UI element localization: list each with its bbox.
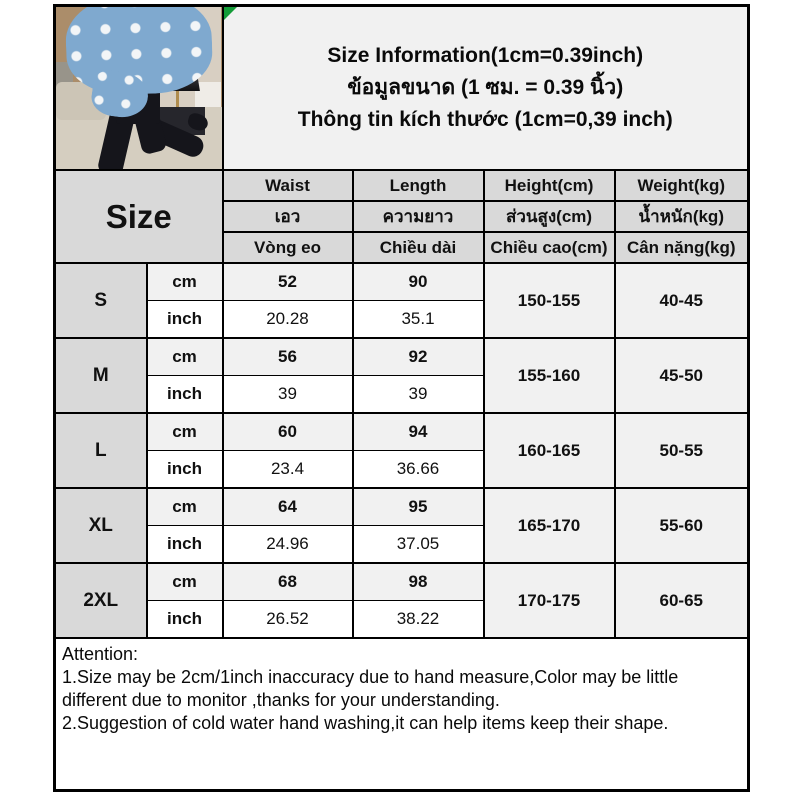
title-english: Size Information(1cm=0.39inch) bbox=[327, 44, 644, 67]
cell-2xl-height: 170-175 bbox=[484, 563, 615, 638]
title-cell bbox=[223, 6, 749, 171]
cell-m-waist-cm: 56 bbox=[223, 338, 353, 376]
size-table bbox=[53, 4, 750, 792]
unit-cm: cm bbox=[147, 488, 223, 526]
col-header-waist-th: เอว bbox=[223, 201, 353, 232]
attention-line-2: 2.Suggestion of cold water hand washing,it can help items keep their shape. bbox=[62, 713, 669, 733]
unit-inch: inch bbox=[147, 526, 223, 564]
cell-s-waist-cm: 52 bbox=[223, 263, 353, 301]
unit-inch: inch bbox=[147, 376, 223, 414]
col-header-waist-vi: Vòng eo bbox=[223, 232, 353, 263]
title-vietnamese: Thông tin kích thước (1cm=0,39 inch) bbox=[297, 108, 673, 131]
cell-s-waist-inch: 20.28 bbox=[223, 301, 353, 339]
unit-inch: inch bbox=[147, 301, 223, 339]
cell-2xl-waist-cm: 68 bbox=[223, 563, 353, 601]
cell-l-waist-cm: 60 bbox=[223, 413, 353, 451]
attention-note bbox=[55, 638, 749, 791]
attention-heading: Attention: bbox=[62, 644, 139, 664]
cell-l-weight: 50-55 bbox=[615, 413, 749, 488]
col-header-waist-en: Waist bbox=[223, 170, 353, 201]
cell-s-weight: 40-45 bbox=[615, 263, 749, 338]
unit-cm: cm bbox=[147, 338, 223, 376]
col-header-length-en: Length bbox=[353, 170, 484, 201]
cell-xl-weight: 55-60 bbox=[615, 488, 749, 563]
cell-l-height: 160-165 bbox=[484, 413, 615, 488]
cell-2xl-length-inch: 38.22 bbox=[353, 601, 484, 639]
row-label-xl: XL bbox=[55, 488, 147, 563]
product-photo bbox=[56, 7, 222, 169]
product-photo-cell bbox=[55, 6, 223, 171]
cell-xl-length-cm: 95 bbox=[353, 488, 484, 526]
cell-m-length-cm: 92 bbox=[353, 338, 484, 376]
cell-l-length-inch: 36.66 bbox=[353, 451, 484, 489]
col-header-height-th: ส่วนสูง(cm) bbox=[484, 201, 615, 232]
cell-s-length-inch: 35.1 bbox=[353, 301, 484, 339]
cell-2xl-waist-inch: 26.52 bbox=[223, 601, 353, 639]
col-header-weight-th: น้ำหนัก(kg) bbox=[615, 201, 749, 232]
cell-m-length-inch: 39 bbox=[353, 376, 484, 414]
row-label-m: M bbox=[55, 338, 147, 413]
cell-s-length-cm: 90 bbox=[353, 263, 484, 301]
cell-m-height: 155-160 bbox=[484, 338, 615, 413]
col-header-length-th: ความยาว bbox=[353, 201, 484, 232]
title-thai: ข้อมูลขนาด (1 ซม. = 0.39 นิ้ว) bbox=[347, 76, 624, 99]
cell-l-length-cm: 94 bbox=[353, 413, 484, 451]
cell-xl-height: 165-170 bbox=[484, 488, 615, 563]
size-chart-sheet bbox=[53, 4, 747, 792]
col-header-weight-en: Weight(kg) bbox=[615, 170, 749, 201]
col-header-weight-vi: Cân nặng(kg) bbox=[615, 232, 749, 263]
col-header-length-vi: Chiều dài bbox=[353, 232, 484, 263]
row-label-2xl: 2XL bbox=[55, 563, 147, 638]
row-label-l: L bbox=[55, 413, 147, 488]
cell-xl-waist-cm: 64 bbox=[223, 488, 353, 526]
size-header: Size bbox=[55, 170, 223, 263]
unit-cm: cm bbox=[147, 263, 223, 301]
cell-m-waist-inch: 39 bbox=[223, 376, 353, 414]
attention-line-1: 1.Size may be 2cm/1inch inaccuracy due to hand measure,Color may be little different due to monitor ,thanks for your understanding. bbox=[62, 667, 679, 710]
cell-2xl-length-cm: 98 bbox=[353, 563, 484, 601]
cell-s-height: 150-155 bbox=[484, 263, 615, 338]
unit-inch: inch bbox=[147, 601, 223, 639]
photo-lamp-stem bbox=[176, 91, 179, 109]
unit-cm: cm bbox=[147, 563, 223, 601]
col-header-height-vi: Chiều cao(cm) bbox=[484, 232, 615, 263]
cell-m-weight: 45-50 bbox=[615, 338, 749, 413]
cell-2xl-weight: 60-65 bbox=[615, 563, 749, 638]
cell-l-waist-inch: 23.4 bbox=[223, 451, 353, 489]
cell-xl-length-inch: 37.05 bbox=[353, 526, 484, 564]
row-label-s: S bbox=[55, 263, 147, 338]
col-header-height-en: Height(cm) bbox=[484, 170, 615, 201]
cell-xl-waist-inch: 24.96 bbox=[223, 526, 353, 564]
unit-inch: inch bbox=[147, 451, 223, 489]
green-corner-marker-icon bbox=[224, 7, 237, 20]
unit-cm: cm bbox=[147, 413, 223, 451]
